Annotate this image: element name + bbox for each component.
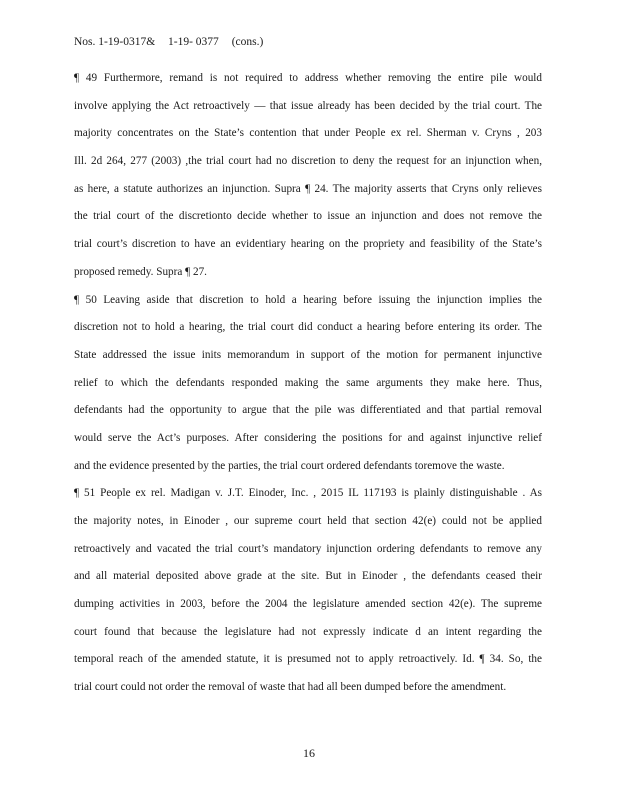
text-line: proposed remedy. Supra ¶ 27. <box>74 265 207 278</box>
text-line: dumping activities in 2003, before the 2004 the legislature amended section 42(e). The supreme <box>74 598 542 611</box>
text-line: trial court’s discretion to have an evidentiary hearing on the propriety and feasibility of the State’s <box>74 238 542 251</box>
text-line: would serve the Act’s purposes. After considering the positions for and against injunctive relief <box>74 431 542 444</box>
text-line: relief to which the defendants responded making the same arguments they make here. Thus, <box>74 376 542 389</box>
text-line: trial court could not order the removal of waste that had all been dumped before the amendment. <box>74 681 507 694</box>
document-body <box>74 71 542 708</box>
text-line: court found that because the legislature had not expressly indicate d an intent regarding the <box>74 625 542 638</box>
text-line: the trial court of the discretionto decide whether to issue an injunction and does not remove the <box>74 210 542 223</box>
text-line: retroactively and vacated the trial court’s mandatory injunction ordering defendants to remove any <box>74 542 542 555</box>
text-line: and the evidence presented by the parties, the trial court ordered defendants toremove the waste. <box>74 459 505 472</box>
text-line: State addressed the issue inits memorandum in support of the motion for permanent injunctive <box>74 348 542 361</box>
consolidated-label: (cons.) <box>231 36 264 48</box>
paragraph-51 <box>74 486 542 708</box>
text-line: temporal reach of the amended statute, it is presumed not to apply retroactively. Id. ¶ 34. So, the <box>74 653 542 666</box>
text-line: discretion not to hold a hearing, the trial court did conduct a hearing before entering its order. The <box>74 321 542 334</box>
page-header <box>74 36 273 48</box>
text-line: Ill. 2d 264, 277 (2003) ,the trial court had no discretion to deny the request for an injunction when, <box>74 155 542 168</box>
text-line: ¶ 51 People ex rel. Madigan v. J.T. Einoder, Inc. , 2015 IL 117193 is plainly distinguishable . As <box>74 487 542 500</box>
docket-number: Nos. 1-19-0317& <box>74 36 156 48</box>
text-line: the majority notes, in Einoder , our supreme court held that section 42(e) could not be applied <box>74 515 542 527</box>
text-line: involve applying the Act retroactively — that issue already has been decided by the trial court. The <box>74 99 542 112</box>
text-line: majority concentrates on the State’s contention that under People ex rel. Sherman v. Cryns , 203 <box>74 127 542 140</box>
text-line: ¶ 49 Furthermore, remand is not required to address whether removing the entire pile would <box>74 72 542 84</box>
text-line: and all material deposited above grade at the site. But in Einoder , the defendants ceased their <box>74 570 542 583</box>
paragraph-49 <box>74 71 542 293</box>
text-line: as here, a statute authorizes an injunction. Supra ¶ 24. The majority asserts that Cryns only relieves <box>74 182 542 195</box>
docket-number-2: 1-19- 0377 <box>168 36 219 48</box>
page-number: 16 <box>303 746 315 760</box>
paragraph-50 <box>74 293 542 487</box>
text-line: defendants had the opportunity to argue that the pile was differentiated and that partial removal <box>74 404 542 417</box>
text-line: ¶ 50 Leaving aside that discretion to hold a hearing before issuing the injunction implies the <box>74 293 542 306</box>
